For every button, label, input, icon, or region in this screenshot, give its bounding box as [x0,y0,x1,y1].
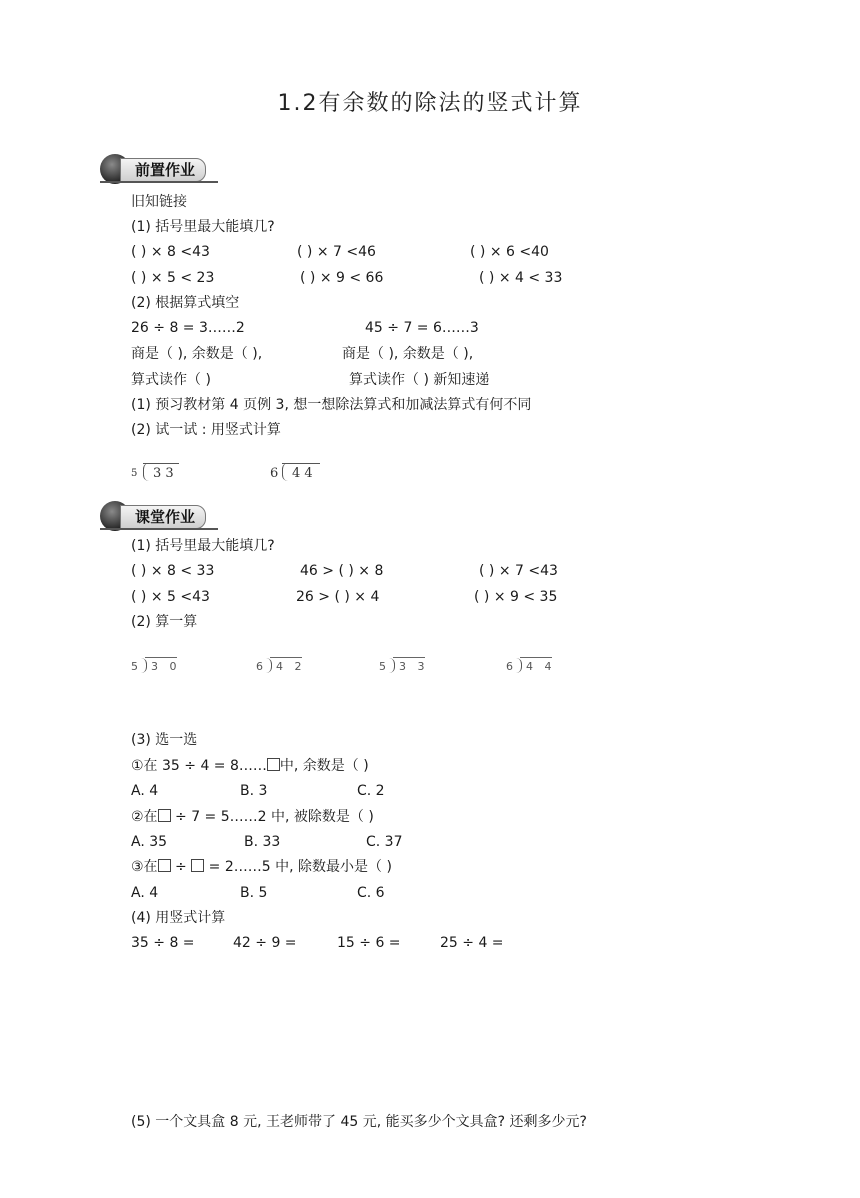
exercise-item: ( ) × 9 < 35 [474,589,558,605]
section-header-label: 前置作业 [120,158,206,182]
equation: 26 ÷ 8 = 3……2 [131,320,245,336]
long-division [379,660,439,678]
blank-box [158,809,171,822]
exercise-item: 15 ÷ 6 = [337,935,401,951]
question-label: (2) 算一算 [131,614,198,630]
exercise-item: 26 > ( ) × 4 [296,589,380,605]
question-label: (1) 预习教材第 4 页例 3, 想一想除法算式和加减法算式有何不同 [131,397,532,413]
section-header-classwork [100,501,230,531]
section-header-label: 课堂作业 [120,505,206,529]
dividend: 3 3 [399,660,429,673]
divisor: 6 [270,466,279,481]
choice-option: C. 6 [357,885,385,901]
exercise-item: 25 ÷ 4 = [440,935,504,951]
choice-option: B. 33 [244,834,281,850]
review-subtitle: 旧知链接 [131,194,187,210]
question-label: (1) 括号里最大能填几? [131,219,275,235]
choice-option: C. 37 [366,834,403,850]
equation: 45 ÷ 7 = 6……3 [365,320,479,336]
exercise-item: ( ) × 4 < 33 [479,270,563,286]
dividend: 3 0 [151,660,181,673]
exercise-item: ( ) × 8 <43 [131,244,210,260]
divisor: 6 [256,660,267,673]
question-label: (2) 试一试 : 用竖式计算 [131,422,281,438]
divisor: 6 [506,660,517,673]
long-division [131,466,191,486]
dividend: 3 3 [153,466,174,481]
word-problem: (5) 一个文具盒 8 元, 王老师带了 45 元, 能买多少个文具盒? 还剩多少元? [131,1114,587,1130]
page-title: 1.2有余数的除法的竖式计算 [277,91,583,116]
section-header-preview [100,154,230,184]
exercise-item: 42 ÷ 9 = [233,935,297,951]
dividend: 4 4 [292,466,313,481]
fill-blank: 算式读作（ ) [131,372,211,388]
divisor: 5 [131,468,138,479]
exercise-item: ( ) × 8 < 33 [131,563,215,579]
long-division [270,466,330,486]
exercise-item: ( ) × 7 <43 [479,563,558,579]
choice-option: B. 5 [240,885,268,901]
dividend: 4 4 [526,660,556,673]
fill-blank: 算式读作（ ) 新知速递 [349,372,490,388]
exercise-item: ( ) × 6 <40 [470,244,549,260]
fill-blank: 商是（ ), 余数是（ ), [131,346,263,362]
choice-option: C. 2 [357,783,385,799]
question-label: (3) 选一选 [131,732,198,748]
question-label: (1) 括号里最大能填几? [131,538,275,554]
question-label: (4) 用竖式计算 [131,910,226,926]
long-division [506,660,566,678]
choice-question: ②在 ÷ 7 = 5……2 中, 被除数是（ ) [131,809,374,825]
choice-option: A. 35 [131,834,168,850]
blank-box [267,758,280,771]
dividend: 4 2 [276,660,306,673]
blank-box [191,859,204,872]
divisor: 5 [379,660,390,673]
choice-option: A. 4 [131,885,159,901]
choice-question: ①在 35 ÷ 4 = 8…… 中, 余数是（ ) [131,758,369,774]
question-label: (2) 根据算式填空 [131,295,240,311]
long-division [256,660,316,678]
exercise-item: 46 > ( ) × 8 [300,563,384,579]
choice-question: ③在 ÷ = 2……5 中, 除数最小是（ ) [131,859,392,875]
choice-option: B. 3 [240,783,268,799]
exercise-item: 35 ÷ 8 = [131,935,195,951]
blank-box [158,859,171,872]
exercise-item: ( ) × 9 < 66 [300,270,384,286]
choice-option: A. 4 [131,783,159,799]
fill-blank: 商是（ ), 余数是（ ), [342,346,474,362]
exercise-item: ( ) × 7 <46 [297,244,376,260]
exercise-item: ( ) × 5 <43 [131,589,210,605]
divisor: 5 [131,660,142,673]
exercise-item: ( ) × 5 < 23 [131,270,215,286]
long-division [131,660,191,678]
